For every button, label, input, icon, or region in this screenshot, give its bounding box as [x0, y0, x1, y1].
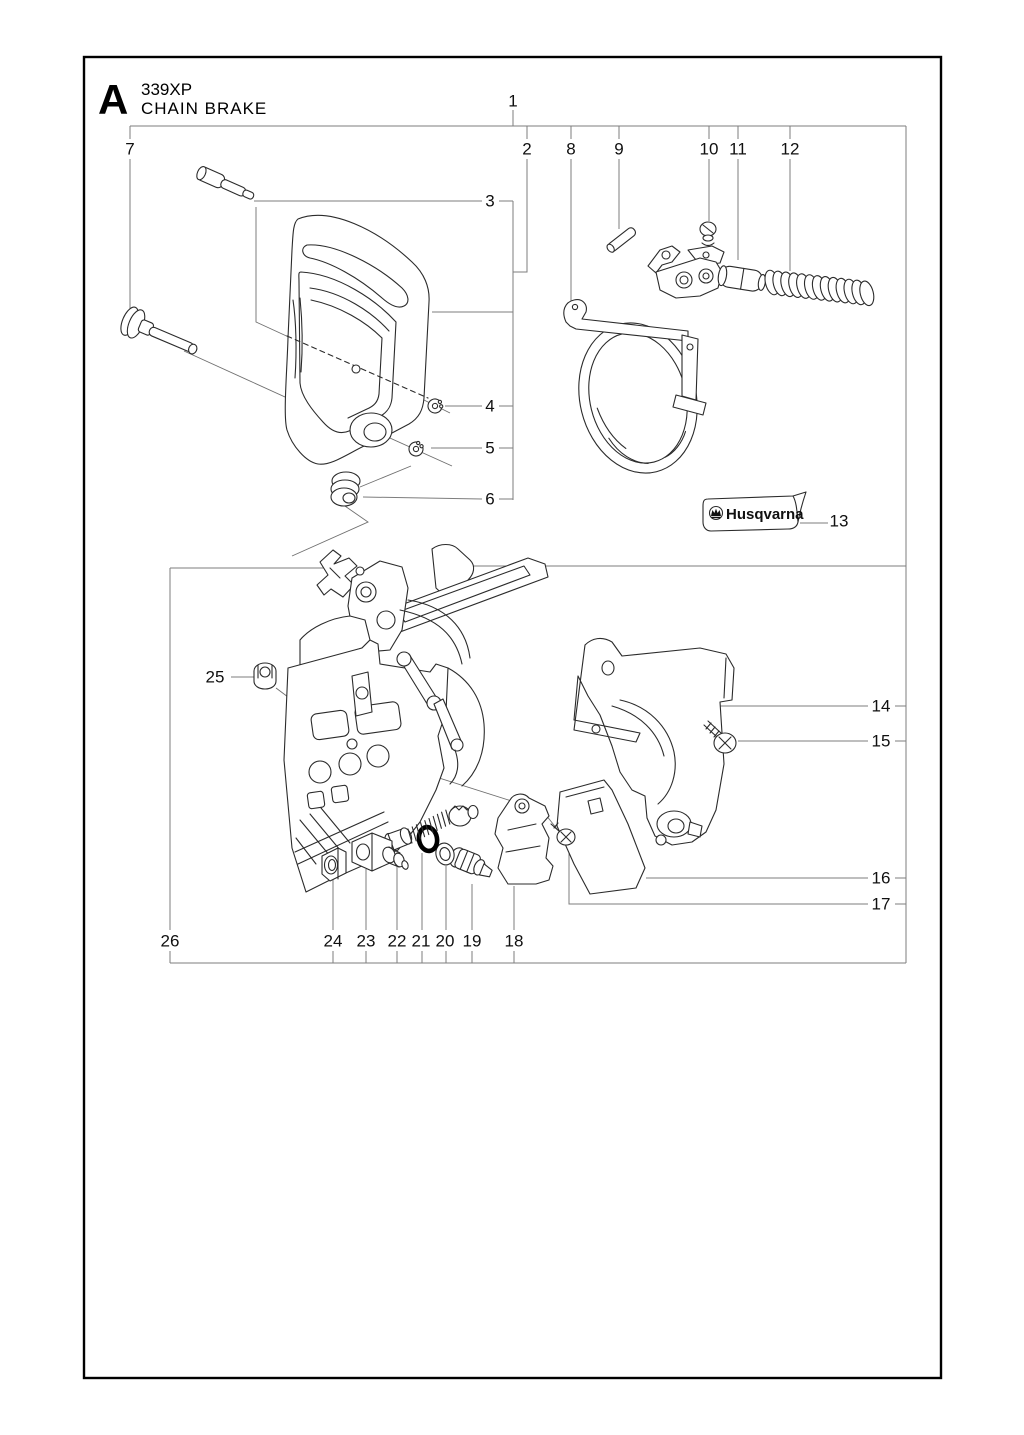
callout-3: 3 [485, 191, 495, 211]
part-tensioner-bracket [495, 794, 553, 884]
section-letter: A [98, 76, 129, 123]
callout-20: 20 [435, 931, 455, 951]
part-hand-guard [285, 215, 429, 464]
callout-9: 9 [614, 139, 624, 159]
part-e-clip-lower [408, 441, 425, 458]
part-brake-lever [648, 246, 767, 298]
part-flange-nut [254, 663, 276, 689]
part-grommet [331, 472, 360, 506]
callout-15: 15 [871, 731, 891, 751]
callout-8: 8 [566, 139, 576, 159]
callout-26: 26 [160, 931, 180, 951]
part-e-clip-upper [426, 397, 444, 415]
callout-17: 17 [871, 894, 891, 914]
part-brake-band [563, 300, 712, 486]
callout-24: 24 [323, 931, 343, 951]
callout-21: 21 [411, 931, 431, 951]
model-number: 339XP [141, 80, 193, 99]
callout-14: 14 [871, 696, 891, 716]
part-brand-sticker [703, 492, 806, 531]
part-plunger [117, 305, 202, 364]
part-roller-pin [606, 226, 638, 253]
page-title: CHAIN BRAKE [141, 99, 268, 118]
header [98, 76, 267, 123]
callout-18: 18 [504, 931, 524, 951]
part-nipple-fitting [447, 846, 495, 881]
callout-12: 12 [780, 139, 800, 159]
callout-2: 2 [522, 139, 532, 159]
part-brake-spring [763, 269, 876, 307]
callout-10: 10 [699, 139, 719, 159]
callout-16: 16 [871, 868, 891, 888]
brand-label: Husqvarna [726, 506, 804, 523]
callout-5: 5 [485, 438, 495, 458]
callout-19: 19 [462, 931, 482, 951]
callout-13: 13 [829, 511, 849, 531]
callout-1: 1 [508, 91, 518, 111]
callout-7: 7 [125, 139, 135, 159]
callout-25: 25 [205, 667, 225, 687]
callout-22: 22 [387, 931, 407, 951]
callout-6: 6 [485, 489, 495, 509]
callout-23: 23 [356, 931, 376, 951]
callout-4: 4 [485, 396, 495, 416]
callout-11: 11 [729, 139, 747, 159]
part-pivot-pin [195, 165, 256, 203]
